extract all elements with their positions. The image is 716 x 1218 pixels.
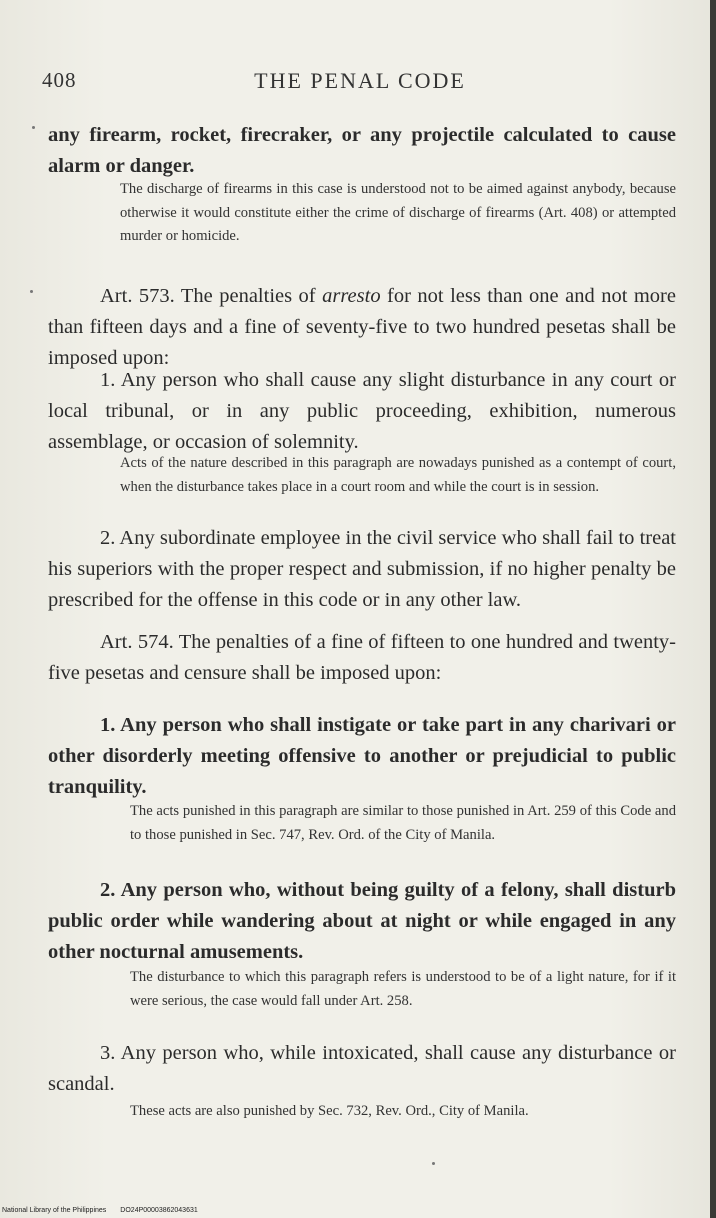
page-number: 408 bbox=[42, 68, 77, 92]
article-label: Art. 573. bbox=[100, 285, 175, 307]
article-573-item-2: 2. Any subordinate employee in the civil service who shall fail to treat his superiors with the proper respect and submission, if no higher penalty be prescribed for the offense in this code or in any other law. bbox=[48, 527, 676, 611]
ink-speck bbox=[32, 126, 35, 129]
scan-footer bbox=[2, 1207, 198, 1214]
article-574-item-1: 1. Any person who shall instigate or take part in any charivari or other disorderly meeting offensive to another or prejudicial to public tranquility. bbox=[48, 714, 676, 798]
article-574: Art. 574. The penalties of a fine of fifteen to one hundred and twenty-five pesetas and censure shall be imposed upon: bbox=[48, 631, 677, 684]
running-title: THE PENAL CODE bbox=[254, 68, 466, 93]
note-disturbance: The disturbance to which this paragraph refers is understood to be of a light nature, for if it were serious, the case would fall under Art. 258. bbox=[130, 969, 676, 1009]
page-edge-shadow bbox=[710, 0, 716, 1218]
library-credit: National Library of the Philippines bbox=[2, 1207, 107, 1214]
italic-term: arresto bbox=[322, 285, 381, 307]
ink-speck bbox=[432, 1162, 435, 1165]
scan-identifier: DO24P00003862043631 bbox=[120, 1207, 198, 1214]
article-573-item-1: 1. Any person who shall cause any slight disturbance in any court or local tribunal, or in any public proceeding, exhibition, numerous assemblage, or occasion of solemnity. bbox=[48, 369, 676, 453]
paragraph-continuation: any firearm, rocket, firecraker, or any projectile calculated to cause alarm or danger. bbox=[48, 124, 676, 177]
note-rev-ord: These acts are also punished by Sec. 732, Rev. Ord., City of Manila. bbox=[130, 1103, 529, 1119]
note-discharge-firearms: The discharge of firearms in this case is understood not to be aimed against anybody, because otherwise it would constitute either the crime of discharge of firearms (Art. 408) or attempted murder or homicide. bbox=[120, 181, 676, 244]
article-label: Art. 574. bbox=[100, 631, 174, 653]
article-573: Art. 573. The penalties of arresto for not less than one and not more than fifteen days and a fine of seventy-five to two hundred pesetas shall be imposed upon: bbox=[48, 285, 676, 369]
page-header bbox=[40, 68, 680, 98]
note-charivari: The acts punished in this paragraph are similar to those punished in Art. 259 of this Code and to those punished in Sec. 747, Rev. Ord. of the City of Manila. bbox=[130, 803, 676, 843]
note-contempt-of-court: Acts of the nature described in this paragraph are nowadays punished as a contempt of court, when the disturbance takes place in a court room and while the court is in session. bbox=[120, 455, 676, 495]
ink-speck bbox=[30, 290, 33, 293]
article-574-item-3: 3. Any person who, while intoxicated, shall cause any disturbance or scandal. bbox=[48, 1042, 676, 1095]
article-574-item-2: 2. Any person who, without being guilty of a felony, shall disturb public order while wandering about at night or while engaged in any other nocturnal amusements. bbox=[48, 879, 676, 963]
